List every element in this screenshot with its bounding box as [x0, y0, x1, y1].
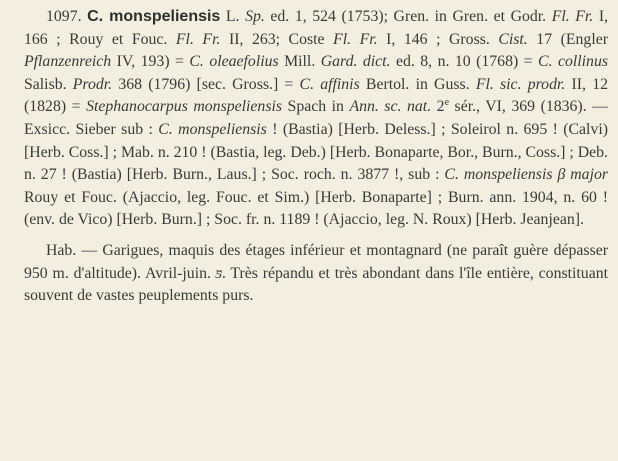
- text-run: L.: [220, 8, 246, 25]
- superscript-text: e: [444, 97, 450, 109]
- text-run: Hab. — Garigues, maquis des étages inférieur et montagnard (ne paraît guère dépasser 950 m. d'altitude). Avril-juin.: [24, 241, 608, 282]
- italic-text: C. monspeliensis β major: [444, 166, 609, 184]
- italic-text: ƽ: [215, 264, 222, 282]
- italic-text: Sp.: [245, 8, 265, 25]
- text-run: Rouy et Fouc. (Ajaccio, leg. Fouc. et Sim.) [Herb. Bonaparte] ; Burn. ann. 1904, n. 60 ! (env. de Vico) [Herb. Burn.] ; Soc. fr. n. 1189 ! (Ajaccio, leg. N. Roux) [Herb. Jeanjean].: [24, 188, 608, 229]
- text-run: ed. 1, 524 (1753); Gren. in Gren. et Godr.: [264, 8, 552, 25]
- text-run: Salisb.: [24, 75, 73, 93]
- text-run: I, 166 ; Rouy et Fouc.: [24, 8, 609, 48]
- italic-text: Fl. Fr.: [551, 8, 594, 25]
- italic-text: Pflanzenreich: [24, 53, 112, 71]
- text-run: II, 263; Coste: [220, 30, 334, 48]
- italic-text: Fl. Fr.: [333, 30, 378, 48]
- text-run: sér., VI, 369 (1836). — Exsicc. Sieber sub :: [24, 98, 608, 138]
- text-run: Mill.: [278, 53, 321, 71]
- text-run: 368 (1796) [sec. Gross.] =: [112, 75, 300, 93]
- text-run: 17 (Engler: [527, 30, 608, 48]
- italic-text: Gard. dict.: [320, 53, 391, 71]
- entry-number: 1097.: [46, 8, 82, 25]
- text-run: II, 12 (1828) =: [24, 75, 608, 116]
- text-run: . Très répandu et très abondant dans l'île entière, constituant souvent de vastes peuplements purs.: [24, 264, 608, 305]
- italic-text: Stephanocarpus monspeliensis: [86, 98, 283, 116]
- italic-text: Ann. sc. nat.: [349, 98, 432, 116]
- text-run: ed. 8, n. 10 (1768) =: [390, 53, 539, 71]
- text-run: Spach in: [282, 98, 350, 116]
- species-name: C. monspeliensis: [87, 8, 221, 25]
- italic-text: C. oleaefolius: [189, 53, 279, 71]
- habitat-paragraph: [24, 240, 608, 308]
- italic-text: Cist.: [498, 30, 528, 48]
- italic-text: C. affinis: [299, 75, 360, 93]
- text-run: 2: [431, 98, 445, 116]
- text-run: Bertol. in Guss.: [359, 75, 476, 93]
- text-run: IV, 193) =: [111, 53, 190, 71]
- habitat-body: [24, 242, 608, 304]
- italic-text: C. monspeliensis: [158, 120, 267, 138]
- italic-text: Fl. Fr.: [175, 30, 221, 48]
- text-run: I, 146 ; Gross.: [377, 30, 499, 48]
- italic-text: Fl. sic. prodr.: [475, 75, 566, 93]
- text-run: ! (Bastia) [Herb. Deless.] ; Soleirol n. 695 ! (Calvi) [Herb. Coss.] ; Mab. n. 210 ! (Bastia, leg. Deb.) [Herb. Bonaparte, Bor., Burn., Coss.] ; Deb. n. 27 ! (Bastia) [Herb. Burn., Laus.] ; Soc. roch. n. 3877 !, sub :: [24, 120, 608, 184]
- entry-body: [24, 8, 608, 228]
- italic-text: Prodr.: [72, 75, 113, 93]
- species-entry: [24, 6, 608, 232]
- italic-text: C. collinus: [538, 53, 608, 71]
